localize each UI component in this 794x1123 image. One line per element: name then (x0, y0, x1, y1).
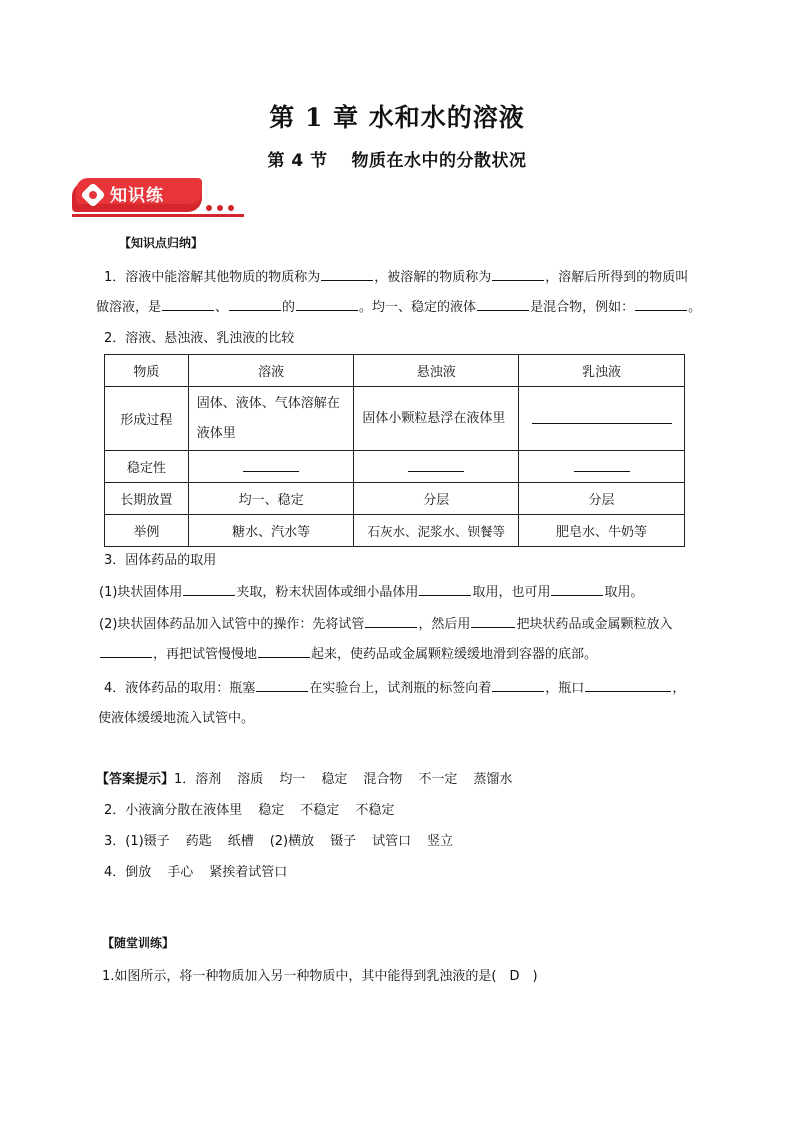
answer-word: 稳定 (321, 772, 348, 787)
answer-word: 竖立 (427, 834, 454, 849)
question-4 (98, 674, 734, 734)
q3-text: 起来，使药品或金属颗粒缓缓地滑到容器的底部。 (311, 647, 598, 662)
table-cell: 分层 (519, 483, 685, 515)
q3-text: (1)块状固体用 (99, 585, 183, 600)
table-cell: 长期放置 (105, 483, 189, 515)
table-cell: 肥皂水、牛奶等 (519, 515, 685, 547)
blank (256, 678, 308, 692)
practice-answer: D (509, 969, 520, 984)
answer-word: 不稳定 (300, 803, 340, 818)
chapter-title: 第 1 章 水和水的溶液 (269, 103, 525, 132)
q3-text: 把块状药品或金属颗粒放入 (516, 617, 673, 632)
table-header-row (105, 355, 685, 387)
table-cell: 形成过程 (105, 387, 189, 451)
dot-icon (217, 205, 223, 211)
q1-text-c: ，溶解后所得到的物质叫 (545, 270, 689, 285)
table-cell: 固体小颗粒悬浮在液体里 (354, 387, 519, 451)
table-cell (519, 451, 685, 483)
answer-word: 纸槽 (227, 834, 254, 849)
section-title: 第 4 节 物质在水中的分散状况 (267, 151, 527, 171)
question-3-part-2 (99, 610, 729, 670)
dot-icon (206, 205, 212, 211)
answer-word: 混合物 (363, 772, 403, 787)
knowledge-tag: 【知识点归纳】 (119, 236, 204, 250)
banner-dots (206, 200, 234, 215)
q3-text: ，然后用 (418, 617, 471, 632)
table-cell: 石灰水、泥浆水、钡餐等 (354, 515, 519, 547)
q1-text-f: 的 (282, 300, 296, 315)
practice-question-1 (102, 962, 732, 992)
banner-label: 知识练 (110, 186, 164, 206)
blank (229, 297, 281, 311)
blank (492, 678, 544, 692)
q3-text: ，再把试管慢慢地 (153, 647, 258, 662)
answer-tag: 【答案提示】 (96, 772, 175, 787)
table-cell: 稳定性 (105, 451, 189, 483)
table-row (105, 483, 685, 515)
answer-word: 不稳定 (355, 803, 395, 818)
blank (243, 458, 299, 472)
table-header: 悬浊液 (354, 355, 519, 387)
q1-text-g: 。均一、稳定的液体 (359, 300, 477, 315)
q1-text-d: 做溶液，是 (96, 300, 162, 315)
banner-dot-icon (89, 191, 97, 199)
table-row (105, 515, 685, 547)
q1-text-i: 。 (688, 300, 702, 315)
answer-word: 镊子 (330, 834, 357, 849)
answer-line-4 (104, 858, 303, 888)
blank (585, 678, 671, 692)
q1-text-h: 是混合物，例如： (530, 300, 635, 315)
table-cell (354, 451, 519, 483)
q3-text: 取用，也可用 (472, 585, 551, 600)
answer-word: 2．小液滴分散在液体里 (104, 803, 243, 818)
answer-word: 药匙 (185, 834, 212, 849)
blank (419, 582, 471, 596)
answer-word: 1．溶剂 (174, 772, 222, 787)
q1-text-e: 、 (215, 300, 229, 315)
answer-line-3 (104, 827, 469, 857)
answer-word: 4．倒放 (104, 865, 152, 880)
table-row (105, 451, 685, 483)
q3-text: (2)块状固体药品加入试管中的操作：先将试管 (99, 617, 365, 632)
table-cell: 举例 (105, 515, 189, 547)
q3-text: 夹取，粉末状固体或细小晶体用 (236, 585, 419, 600)
blank (321, 267, 373, 281)
question-3-title: 3．固体药品的取用 (104, 553, 217, 568)
question-3-part-1 (99, 578, 729, 608)
blank (183, 582, 235, 596)
table-row (105, 387, 685, 451)
answer-word: (2)横放 (269, 834, 315, 849)
table-cell: 糖水、汽水等 (188, 515, 354, 547)
q1-text-b: ，被溶解的物质称为 (374, 270, 492, 285)
blank (477, 297, 529, 311)
blank (635, 297, 687, 311)
practice-tag: 【随堂训练】 (102, 936, 175, 950)
answer-word: 均一 (279, 772, 306, 787)
blank (100, 644, 152, 658)
blank (532, 410, 672, 424)
blank (408, 458, 464, 472)
blank (365, 614, 417, 628)
table-cell (519, 387, 685, 451)
answer-word: 手心 (167, 865, 194, 880)
answer-line-1 (96, 765, 528, 795)
answer-word: 试管口 (372, 834, 412, 849)
blank (551, 582, 603, 596)
q3-text: 取用。 (604, 585, 644, 600)
table-cell (188, 451, 354, 483)
q4-text: ， (672, 681, 686, 696)
table-header: 乳浊液 (519, 355, 685, 387)
practice-text: 1.如图所示，将一种物质加入另一种物质中，其中能得到乳浊液的是( (102, 969, 497, 984)
q4-text: 使液体缓缓地流入试管中。 (98, 711, 255, 726)
answer-word: 3．(1)镊子 (104, 834, 170, 849)
table-cell: 分层 (354, 483, 519, 515)
table-header: 物质 (105, 355, 189, 387)
practice-text: ) (532, 969, 538, 984)
q4-text: 4．液体药品的取用：瓶塞 (104, 681, 256, 696)
comparison-table (104, 354, 685, 547)
blank (492, 267, 544, 281)
q4-text: ，瓶口 (545, 681, 585, 696)
q4-text: 在实验台上，试剂瓶的标签向着 (309, 681, 492, 696)
question-2: 2．溶液、悬浊液、乳浊液的比较 (104, 331, 295, 346)
q1-text-a: 1．溶液中能溶解其他物质的物质称为 (104, 270, 321, 285)
answer-word: 溶质 (237, 772, 264, 787)
blank (162, 297, 214, 311)
table-header: 溶液 (188, 355, 354, 387)
answer-word: 紧挨着试管口 (209, 865, 288, 880)
answer-word: 稳定 (258, 803, 285, 818)
blank (574, 458, 630, 472)
blank (296, 297, 358, 311)
answer-word: 蒸馏水 (473, 772, 513, 787)
blank (258, 644, 310, 658)
dot-icon (228, 205, 234, 211)
table-cell: 固体、液体、气体溶解在液体里 (188, 387, 354, 451)
question-1 (96, 263, 724, 323)
answer-word: 不一定 (418, 772, 458, 787)
blank (471, 614, 515, 628)
answer-line-2 (104, 796, 410, 826)
table-cell: 均一、稳定 (188, 483, 354, 515)
